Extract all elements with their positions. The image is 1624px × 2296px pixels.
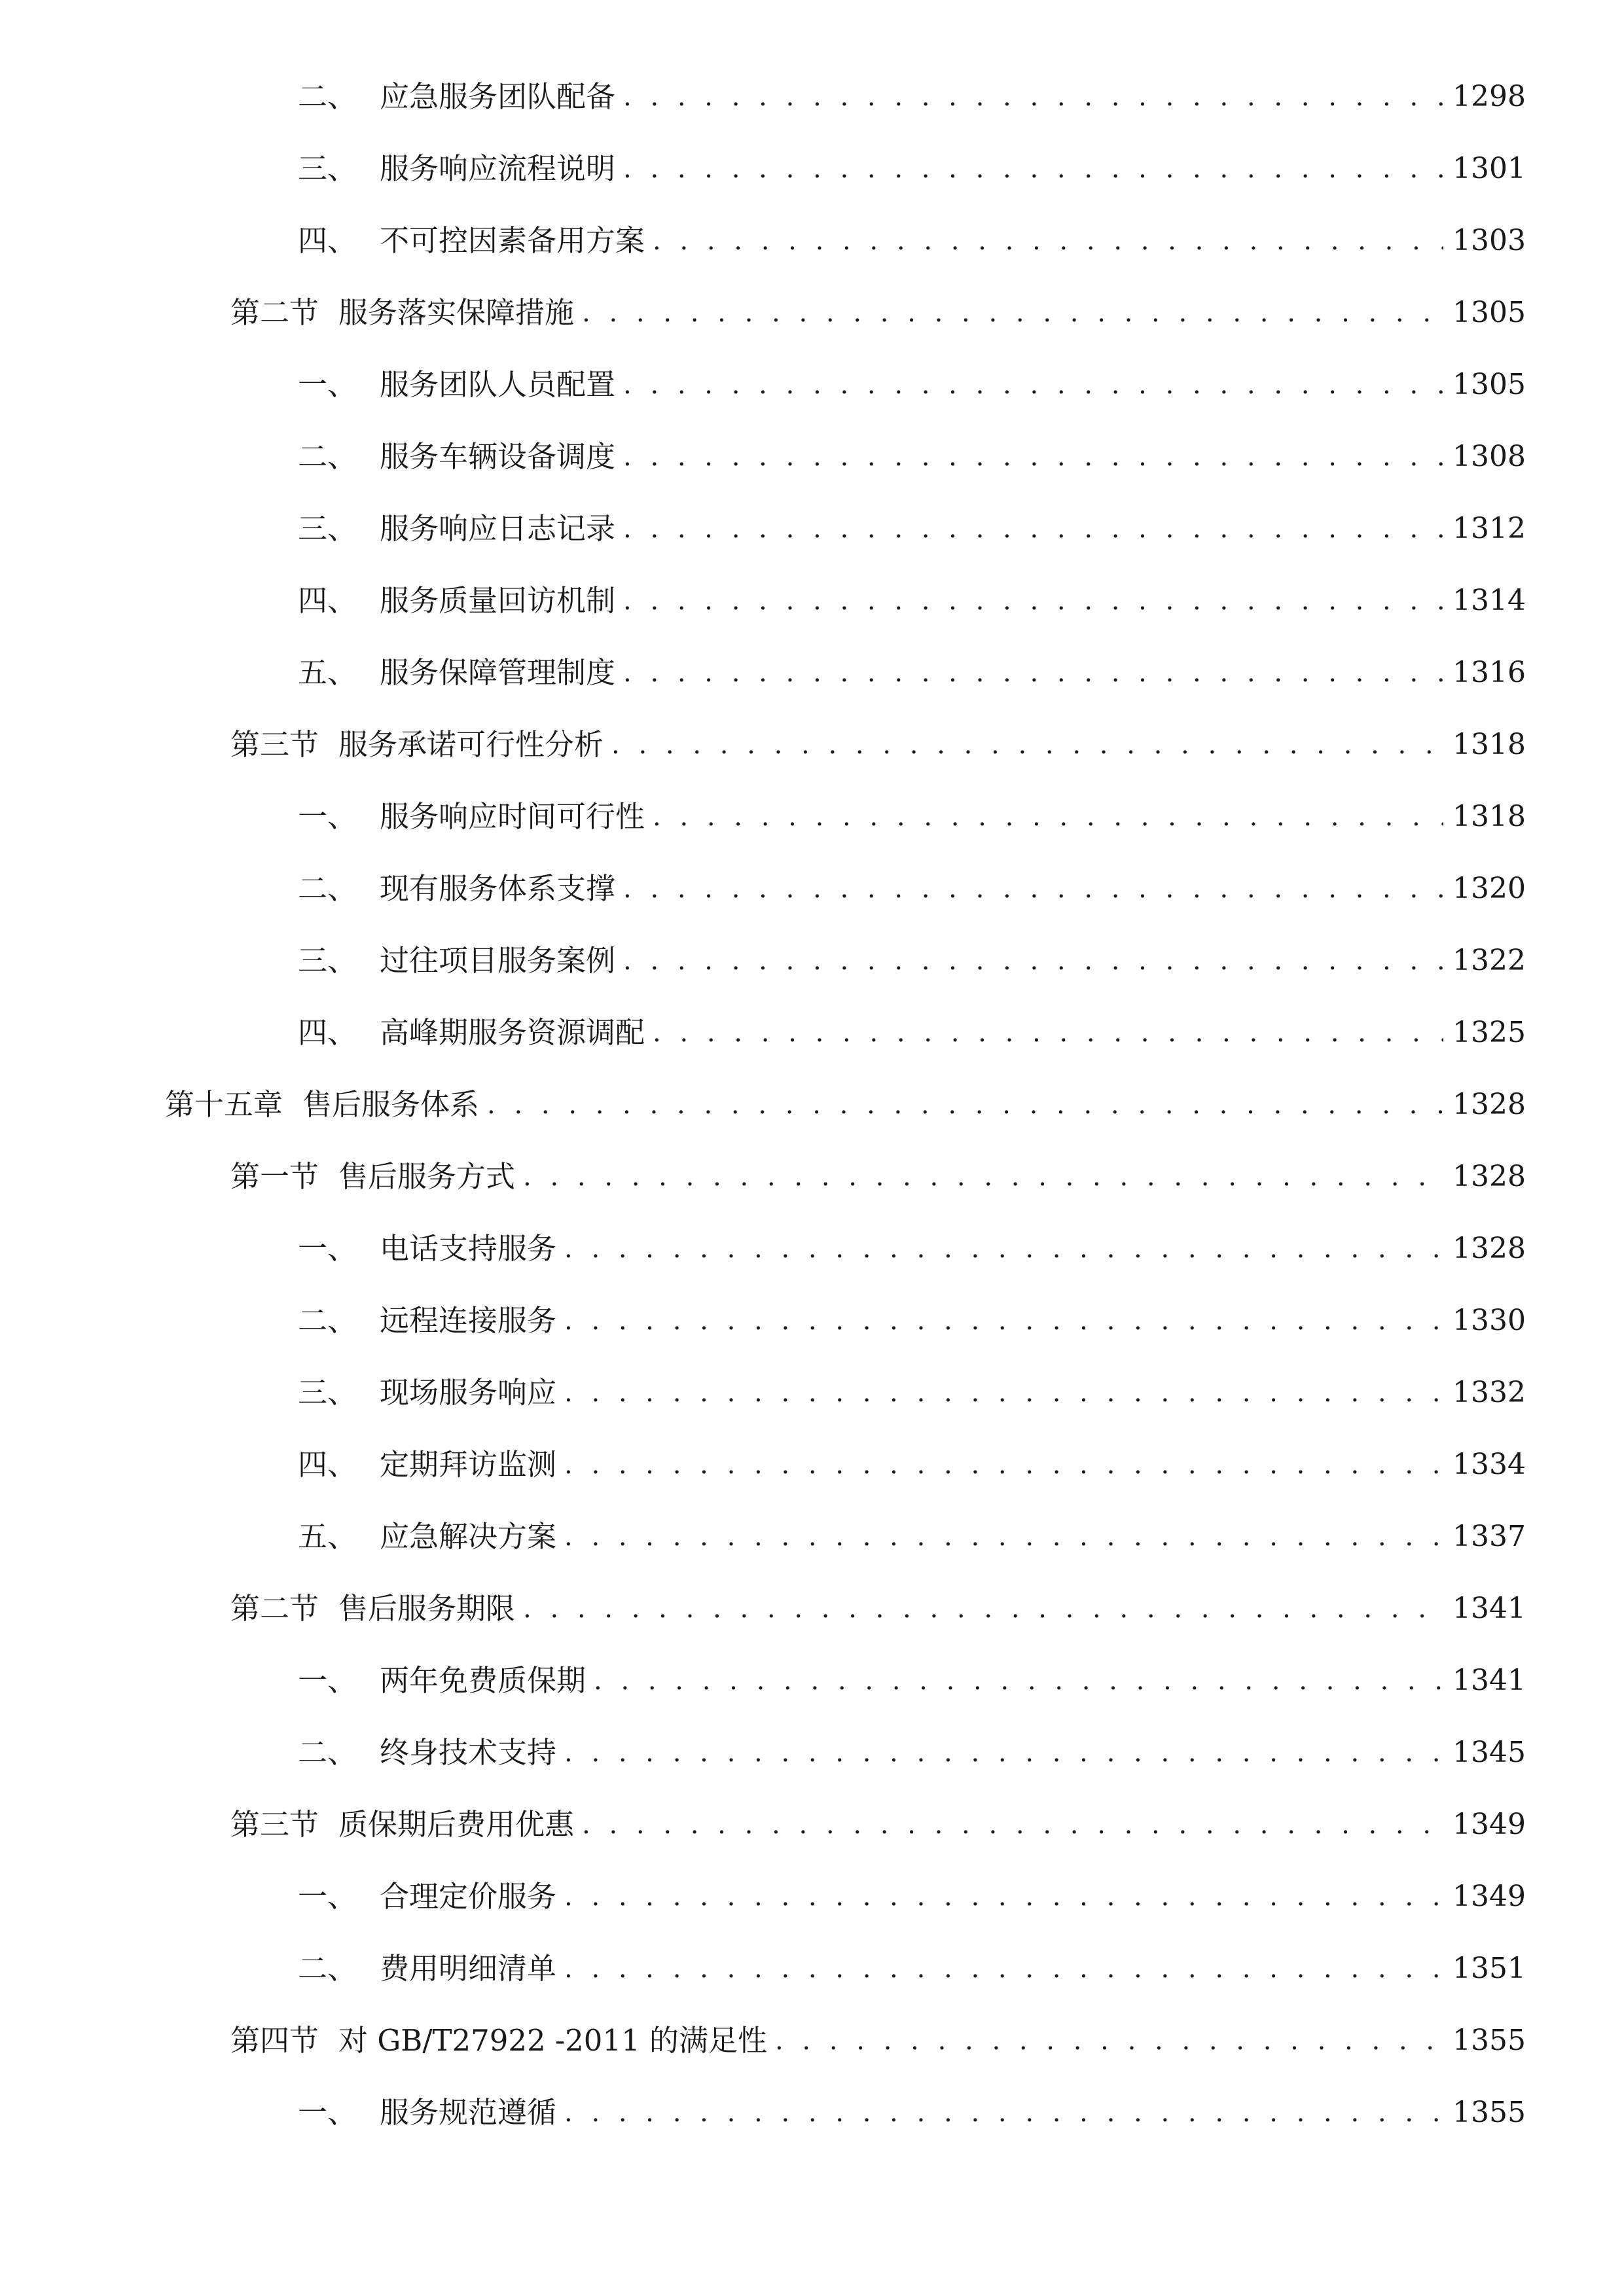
toc-entry[interactable]	[298, 1658, 1526, 1704]
toc-entry-title: 两年免费质保期	[380, 1663, 586, 1698]
dot-leader	[582, 1802, 1443, 1848]
toc-entry-title: 服务落实保障措施	[338, 295, 575, 330]
dot-leader	[623, 578, 1443, 624]
toc-entry-page-number: 1318	[1453, 800, 1526, 833]
toc-entry-page-number: 1301	[1453, 152, 1526, 185]
toc-entry-number: 一、	[298, 2095, 357, 2130]
toc-entry-title: 现有服务体系支撑	[380, 871, 616, 906]
toc-entry-page-number: 1355	[1453, 2096, 1526, 2129]
dot-leader	[611, 722, 1443, 768]
toc-entry-number: 第四节	[230, 2023, 319, 2058]
toc-entry-number: 二、	[298, 1951, 357, 1986]
toc-entry-page-number: 1308	[1453, 440, 1526, 473]
toc-entry-number: 一、	[298, 1663, 357, 1698]
toc-entry-page-number: 1355	[1453, 2024, 1526, 2057]
toc-entry[interactable]	[230, 290, 1526, 336]
toc-entry-number: 二、	[298, 1303, 357, 1338]
dot-leader	[564, 1946, 1443, 1992]
toc-entry-page-number: 1303	[1453, 224, 1526, 257]
dot-leader	[623, 506, 1443, 552]
toc-entry-number: 第一节	[230, 1159, 319, 1194]
toc-entry[interactable]	[298, 650, 1526, 696]
toc-entry[interactable]	[298, 218, 1526, 264]
dot-leader	[564, 1730, 1443, 1776]
toc-entry-page-number: 1305	[1453, 296, 1526, 329]
dot-leader	[623, 434, 1443, 480]
toc-entry-title: 服务规范遵循	[380, 2095, 557, 2130]
toc-entry-title: 服务响应流程说明	[380, 151, 616, 186]
toc-entry-title: 服务保障管理制度	[380, 655, 616, 690]
dot-leader	[564, 1874, 1443, 1920]
toc-entry-title: 服务响应时间可行性	[380, 799, 645, 834]
toc-entry-title: 服务承诺可行性分析	[338, 727, 604, 762]
toc-entry[interactable]	[298, 1298, 1526, 1344]
toc-entry-number: 二、	[298, 1735, 357, 1770]
dot-leader	[564, 1226, 1443, 1272]
toc-entry[interactable]	[230, 1154, 1526, 1200]
toc-entry[interactable]	[298, 506, 1526, 552]
toc-entry[interactable]	[298, 362, 1526, 408]
dot-leader	[623, 866, 1443, 912]
toc-entry-title: 高峰期服务资源调配	[380, 1015, 645, 1050]
toc-entry-number: 第三节	[230, 727, 319, 762]
toc-entry-page-number: 1349	[1453, 1808, 1526, 1841]
toc-entry-title: 费用明细清单	[380, 1951, 557, 1986]
toc-entry-page-number: 1345	[1453, 1736, 1526, 1769]
toc-entry-page-number: 1328	[1453, 1232, 1526, 1265]
toc-entry-page-number: 1341	[1453, 1592, 1526, 1625]
toc-entry-number: 一、	[298, 1231, 357, 1266]
toc-entry-page-number: 1328	[1453, 1088, 1526, 1121]
toc-entry[interactable]	[298, 146, 1526, 192]
toc-entry-page-number: 1334	[1453, 1448, 1526, 1481]
toc-entry[interactable]	[298, 1946, 1526, 1992]
toc-entry-title: 服务响应日志记录	[380, 511, 616, 546]
toc-entry-page-number: 1316	[1453, 656, 1526, 689]
toc-entry-number: 第三节	[230, 1807, 319, 1842]
toc-entry[interactable]	[298, 938, 1526, 984]
toc-entry[interactable]	[298, 1874, 1526, 1920]
toc-entry[interactable]	[298, 74, 1526, 120]
toc-entry-number: 第二节	[230, 295, 319, 330]
toc-entry-title: 服务车辆设备调度	[380, 439, 616, 474]
toc-entry-page-number: 1312	[1453, 512, 1526, 545]
dot-leader	[623, 362, 1443, 408]
toc-entry[interactable]	[298, 1442, 1526, 1488]
toc-entry[interactable]	[298, 578, 1526, 624]
dot-leader	[623, 74, 1443, 120]
toc-entry-page-number: 1330	[1453, 1304, 1526, 1337]
toc-entry[interactable]	[298, 1514, 1526, 1560]
toc-entry-page-number: 1325	[1453, 1016, 1526, 1049]
toc-entry-number: 第十五章	[165, 1087, 283, 1122]
toc-entry[interactable]	[165, 1082, 1526, 1128]
toc-entry-number: 四、	[298, 583, 357, 618]
toc-entry-page-number: 1328	[1453, 1160, 1526, 1193]
dot-leader	[564, 1442, 1443, 1488]
dot-leader	[523, 1586, 1443, 1632]
dot-leader	[564, 1370, 1443, 1416]
toc-entry-number: 五、	[298, 1519, 357, 1554]
toc-entry-number: 四、	[298, 223, 357, 258]
toc-entry-page-number: 1320	[1453, 872, 1526, 905]
toc-entry-title: 远程连接服务	[380, 1303, 557, 1338]
toc-entry-title: 过往项目服务案例	[380, 943, 616, 978]
toc-entry-title: 应急服务团队配备	[380, 79, 616, 114]
toc-entry[interactable]	[298, 1226, 1526, 1272]
dot-leader	[487, 1082, 1443, 1128]
toc-entry-page-number: 1351	[1453, 1952, 1526, 1985]
toc-entry-title: 应急解决方案	[380, 1519, 557, 1554]
dot-leader	[623, 938, 1443, 984]
dot-leader	[582, 290, 1443, 336]
toc-entry[interactable]	[230, 722, 1526, 768]
toc-entry-title: 服务团队人员配置	[380, 367, 616, 402]
toc-entry[interactable]	[230, 2018, 1526, 2064]
toc-entry-number: 三、	[298, 151, 357, 186]
toc-entry-page-number: 1305	[1453, 368, 1526, 401]
toc-entry[interactable]	[298, 1370, 1526, 1416]
toc-entry-title: 电话支持服务	[380, 1231, 557, 1266]
dot-leader	[623, 146, 1443, 192]
toc-entry-page-number: 1341	[1453, 1664, 1526, 1697]
toc-entry[interactable]	[230, 1586, 1526, 1632]
toc-entry[interactable]	[298, 434, 1526, 480]
toc-entry[interactable]	[298, 866, 1526, 912]
toc-entry-number: 二、	[298, 439, 357, 474]
toc-entry-number: 一、	[298, 367, 357, 402]
toc-entry-page-number: 1337	[1453, 1520, 1526, 1553]
toc-entry-title: 售后服务体系	[302, 1087, 480, 1122]
toc-entry-page-number: 1322	[1453, 944, 1526, 977]
toc-entry-title: 现场服务响应	[380, 1375, 557, 1410]
toc-entry-page-number: 1332	[1453, 1376, 1526, 1409]
toc-entry[interactable]	[298, 1010, 1526, 1056]
dot-leader	[564, 2090, 1443, 2136]
toc-entry-number: 一、	[298, 1879, 357, 1914]
toc-entry[interactable]	[298, 1730, 1526, 1776]
toc-entry-number: 二、	[298, 79, 357, 114]
toc-entry-title: 定期拜访监测	[380, 1447, 557, 1482]
toc-entry-number: 二、	[298, 871, 357, 906]
toc-entry[interactable]	[298, 2090, 1526, 2136]
toc-entry-title: 终身技术支持	[380, 1735, 557, 1770]
toc-entry-number: 三、	[298, 511, 357, 546]
toc-entry-page-number: 1318	[1453, 728, 1526, 761]
dot-leader	[564, 1514, 1443, 1560]
toc-entry-number: 三、	[298, 1375, 357, 1410]
toc-entry-title: 对 GB/T27922 -2011 的满足性	[338, 2023, 767, 2058]
toc-entry[interactable]	[298, 794, 1526, 840]
toc-entry-number: 三、	[298, 943, 357, 978]
dot-leader	[594, 1658, 1443, 1704]
toc-entry-title: 售后服务期限	[338, 1591, 516, 1626]
toc-entry-number: 一、	[298, 799, 357, 834]
dot-leader	[653, 794, 1443, 840]
toc-entry-page-number: 1349	[1453, 1880, 1526, 1913]
dot-leader	[523, 1154, 1443, 1200]
toc-entry-title: 不可控因素备用方案	[380, 223, 645, 258]
toc-entry-number: 五、	[298, 655, 357, 690]
toc-entry-title: 售后服务方式	[338, 1159, 516, 1194]
toc-entry-title: 质保期后费用优惠	[338, 1807, 575, 1842]
toc-entry-number: 四、	[298, 1015, 357, 1050]
dot-leader	[653, 218, 1443, 264]
toc-entry-title: 合理定价服务	[380, 1879, 557, 1914]
dot-leader	[623, 650, 1443, 696]
dot-leader	[653, 1010, 1443, 1056]
dot-leader	[775, 2018, 1443, 2064]
toc-entry-number: 第二节	[230, 1591, 319, 1626]
toc-entry-number: 四、	[298, 1447, 357, 1482]
toc-entry-page-number: 1298	[1453, 80, 1526, 113]
toc-entry-title: 服务质量回访机制	[380, 583, 616, 618]
toc-entry-page-number: 1314	[1453, 584, 1526, 617]
dot-leader	[564, 1298, 1443, 1344]
toc-entry[interactable]	[230, 1802, 1526, 1848]
